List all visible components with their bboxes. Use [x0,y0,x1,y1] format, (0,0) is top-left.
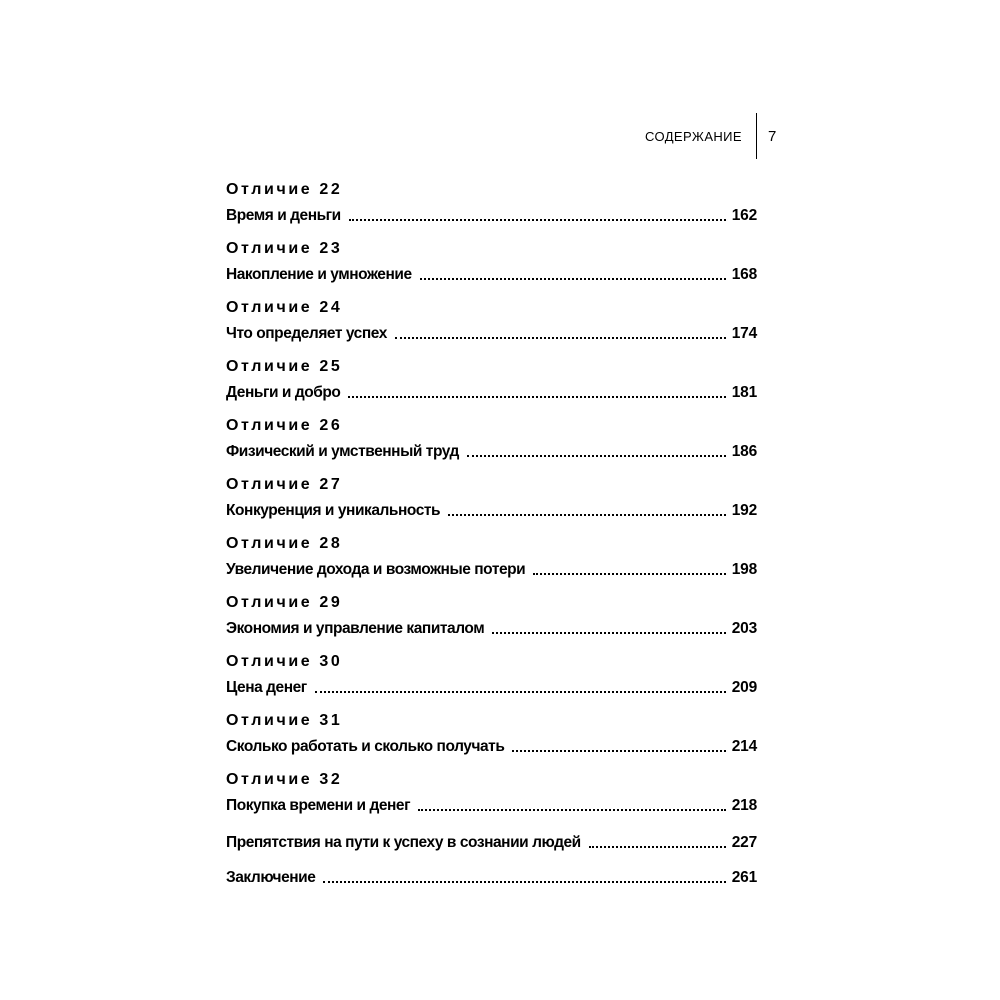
toc-spacer [226,698,757,711]
toc-entry-heading: Отличие 30 [226,653,343,670]
toc-entry-line [226,379,757,403]
toc-entry[interactable] [226,864,757,888]
dot-leader [418,809,726,811]
toc-entry-page: 192 [731,502,757,519]
toc-entry-line [226,829,757,853]
dot-leader [395,337,726,339]
toc-entry-title: Цена денег [226,679,307,696]
toc-entry[interactable] [226,829,757,853]
running-head-divider [756,113,757,159]
toc-entry-title: Заключение [226,869,316,886]
running-head-title: СОДЕРЖАНИЕ [644,129,742,144]
toc-entry[interactable] [226,534,757,580]
toc-entry-title: Сколько работать и сколько получать [226,738,505,755]
toc-entry-heading: Отличие 24 [226,299,343,316]
table-of-contents [226,180,757,888]
toc-entry-page: 162 [731,207,757,224]
toc-spacer [226,285,757,298]
dot-leader [467,455,726,457]
running-head [0,113,1000,159]
toc-entry-title: Экономия и управление капиталом [226,620,485,637]
toc-entry-page: 186 [731,443,757,460]
toc-entry-heading: Отличие 25 [226,358,343,375]
toc-entry-heading: Отличие 23 [226,240,343,257]
toc-entry-line [226,674,757,698]
toc-spacer [226,226,757,239]
toc-spacer [226,403,757,416]
toc-entry-line [226,615,757,639]
toc-entry-page: 203 [731,620,757,637]
toc-entry-line [226,261,757,285]
toc-entry-title: Физический и умственный труд [226,443,459,460]
dot-leader [420,278,726,280]
toc-entry-page: 181 [731,384,757,401]
toc-spacer [226,757,757,770]
toc-spacer [226,462,757,475]
toc-entry-line [226,497,757,521]
toc-spacer [226,344,757,357]
toc-entry-line [226,556,757,580]
toc-entry-title: Деньги и добро [226,384,341,401]
dot-leader [349,219,726,221]
toc-entry-line [226,792,757,816]
toc-entry-title: Препятствия на пути к успеху в сознании людей [226,834,581,851]
toc-entry-heading: Отличие 26 [226,417,343,434]
toc-entry-title: Что определяет успех [226,325,387,342]
toc-entry-heading: Отличие 22 [226,181,343,198]
toc-entry-page: 261 [731,869,757,886]
toc-entry-page: 168 [731,266,757,283]
dot-leader [323,881,725,883]
toc-entry-title: Накопление и умножение [226,266,412,283]
toc-entry[interactable] [226,180,757,226]
toc-entry-title: Время и деньги [226,207,341,224]
toc-entry-page: 227 [731,834,757,851]
toc-entry-line [226,320,757,344]
toc-entry[interactable] [226,475,757,521]
toc-entry[interactable] [226,298,757,344]
toc-entry[interactable] [226,770,757,816]
toc-entry[interactable] [226,416,757,462]
toc-entry[interactable] [226,357,757,403]
toc-entry-page: 198 [731,561,757,578]
toc-entry-heading: Отличие 31 [226,712,343,729]
toc-entry-page: 209 [731,679,757,696]
toc-entry[interactable] [226,652,757,698]
toc-spacer [226,853,757,864]
toc-spacer [226,580,757,593]
toc-entry-title: Увеличение дохода и возможные потери [226,561,526,578]
toc-entry-line [226,733,757,757]
toc-entry-line [226,202,757,226]
dot-leader [448,514,726,516]
toc-entry-title: Покупка времени и денег [226,797,411,814]
toc-entry-page: 214 [731,738,757,755]
dot-leader [512,750,725,752]
dot-leader [315,691,726,693]
toc-entry-heading: Отличие 32 [226,771,343,788]
toc-spacer [226,639,757,652]
dot-leader [492,632,726,634]
toc-entry-page: 174 [731,325,757,342]
dot-leader [589,846,726,848]
toc-entry[interactable] [226,711,757,757]
toc-entry[interactable] [226,239,757,285]
toc-spacer [226,521,757,534]
toc-entry-heading: Отличие 29 [226,594,343,611]
dot-leader [533,573,726,575]
toc-entry-heading: Отличие 28 [226,535,343,552]
dot-leader [348,396,725,398]
toc-entry[interactable] [226,593,757,639]
toc-entry-heading: Отличие 27 [226,476,343,493]
toc-entry-line [226,864,757,888]
toc-entry-title: Конкуренция и уникальность [226,502,441,519]
toc-entry-line [226,438,757,462]
page-number: 7 [768,128,777,145]
toc-entry-page: 218 [731,797,757,814]
toc-spacer [226,816,757,829]
